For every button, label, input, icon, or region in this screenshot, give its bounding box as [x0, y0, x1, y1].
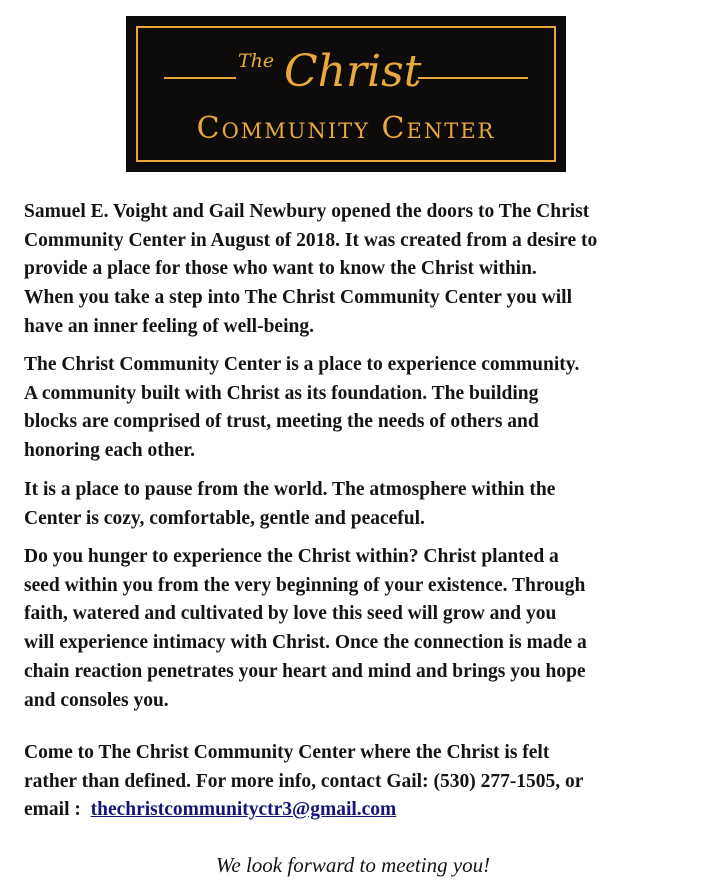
text-line: provide a place for those who want to know the Christ within. — [24, 258, 537, 280]
email-label: email : — [24, 799, 91, 821]
text-line: Do you hunger to experience the Christ within? Christ planted a — [24, 546, 559, 567]
closing-line: We look forward to meeting you! — [215, 853, 491, 877]
logo-christ: Christ — [284, 46, 422, 97]
text-line: rather than defined. For more info, contact Gail: (530) 277-1505, or — [24, 770, 584, 792]
text-line: will experience intimacy with Christ. Once the connection is made a — [24, 632, 587, 654]
logo-rule-right — [418, 77, 528, 79]
text-line: When you take a step into The Christ Community Center you will — [24, 287, 573, 309]
email-link[interactable]: thechristcommunityctr3@gmail.com — [90, 799, 397, 821]
text-line: Samuel E. Voight and Gail Newbury opened the doors to The Christ — [24, 201, 590, 222]
logo-rule-left — [164, 77, 236, 79]
logo-subtitle: Community Center — [196, 111, 496, 146]
text-line: Come to The Christ Community Center where the Christ is felt — [24, 742, 550, 763]
paragraph-atmosphere — [24, 476, 694, 533]
text-line: have an inner feeling of well-being. — [24, 315, 314, 337]
logo-the: The — [238, 50, 275, 72]
text-line: honoring each other. — [24, 440, 195, 462]
text-line: and consoles you. — [24, 689, 169, 711]
text-line: chain reaction penetrates your heart and mind and brings you hope — [24, 660, 586, 682]
paragraph-intro — [24, 198, 694, 342]
text-line: It is a place to pause from the world. The atmosphere within the — [24, 479, 556, 500]
logo-banner — [126, 16, 566, 172]
text-line: Community Center in August of 2018. It was created from a desire to — [24, 229, 598, 251]
text-line: faith, watered and cultivated by love this seed will grow and you — [24, 603, 557, 625]
paragraph-community — [24, 351, 694, 466]
email-line — [24, 796, 694, 825]
text-line: The Christ Community Center is a place to experience community. — [24, 354, 580, 375]
paragraph-contact — [24, 739, 694, 825]
text-line: Center is cozy, comfortable, gentle and peaceful. — [24, 507, 425, 529]
text-line: A community built with Christ as its foundation. The building — [24, 382, 539, 404]
text-line: seed within you from the very beginning of your existence. Through — [24, 574, 586, 596]
text-line: blocks are comprised of trust, meeting the needs of others and — [24, 411, 539, 433]
paragraph-hunger — [24, 543, 694, 715]
